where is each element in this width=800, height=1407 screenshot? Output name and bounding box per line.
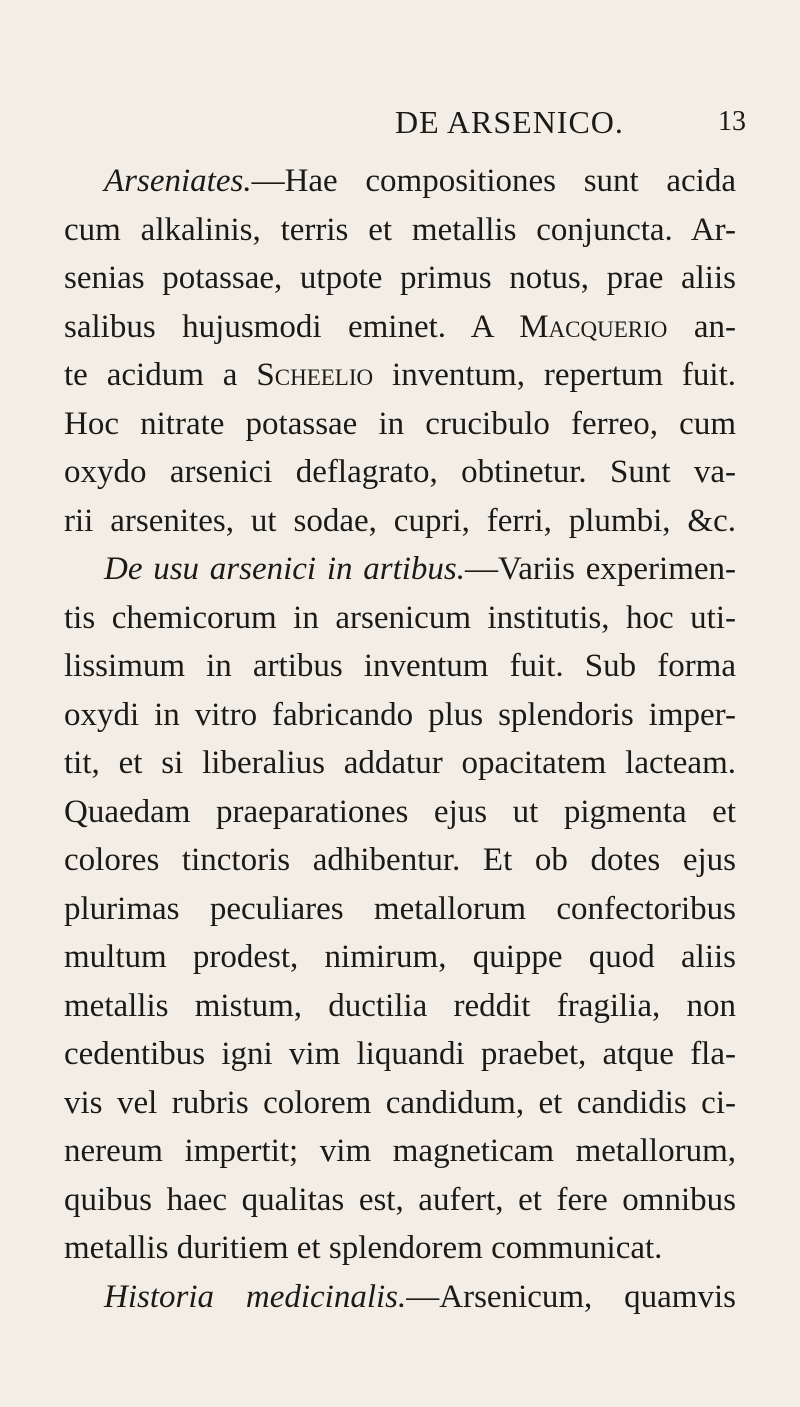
heading-dash: —	[251, 163, 285, 199]
text-line	[64, 157, 736, 206]
text-fragment: inventum, repertum fuit.	[373, 357, 737, 393]
text-line: lissimum in artibus inventum fuit. Sub forma	[64, 648, 736, 684]
running-title: DE ARSENICO.	[395, 104, 624, 140]
section-heading-historia: Historia medicinalis.	[104, 1278, 407, 1315]
text-line: metallis mistum, ductilia reddit fragilia, non	[64, 987, 736, 1024]
text-line: quibus haec qualitas est, aufert, et fere omnibus	[64, 1181, 736, 1218]
text-line: oxydi in vitro fabricando plus splendoris imper-	[64, 696, 736, 733]
text-line: colores tinctoris adhibentur. Et ob dotes ejus	[64, 842, 736, 878]
section-heading-de-usu: De usu arsenici in artibus.	[104, 551, 466, 587]
text-fragment: Hae compositiones sunt acida	[284, 163, 736, 199]
text-fragment: Variis experimen-	[498, 551, 736, 587]
page-number: 13	[718, 106, 746, 137]
text-line: rii arsenites, ut sodae, cupri, ferri, plumbi, &c.	[64, 502, 736, 539]
section-heading-arseniates: Arseniates.	[104, 163, 252, 199]
text-line: Hoc nitrate potassae in crucibulo ferreo, cum	[64, 405, 736, 442]
author-name: Scheelio	[256, 357, 374, 393]
text-line: cedentibus igni vim liquandi praebet, atque fla-	[64, 1036, 736, 1072]
text-line: metallis duritiem et splendorem communicat.	[64, 1230, 663, 1266]
text-line: Quaedam praeparationes ejus ut pigmenta et	[64, 793, 736, 830]
text-fragment: salibus hujusmodi eminet. A	[64, 308, 520, 345]
text-line	[64, 545, 736, 594]
text-line: plurimas peculiares metallorum confectoribus	[64, 890, 736, 927]
text-line: nereum impertit; vim magneticam metallorum,	[64, 1133, 736, 1169]
text-line	[64, 1273, 736, 1322]
running-head	[0, 104, 800, 144]
text-line: cum alkalinis, terris et metallis conjuncta. Ar-	[64, 211, 736, 248]
text-fragment: an-	[667, 308, 736, 345]
text-line	[64, 351, 736, 400]
text-line: multum prodest, nimirum, quippe quod aliis	[64, 939, 736, 975]
text-line	[64, 303, 736, 352]
heading-dash: —	[465, 551, 499, 587]
heading-dash: —	[406, 1278, 440, 1315]
text-line: tis chemicorum in arsenicum institutis, hoc uti-	[64, 599, 736, 636]
text-line: tit, et si liberalius addatur opacitatem lacteam.	[64, 745, 736, 781]
body-text	[64, 157, 736, 1321]
text-fragment: Arsenicum, quamvis	[439, 1278, 736, 1315]
author-name: Macquerio	[519, 308, 668, 345]
text-line: senias potassae, utpote primus notus, prae aliis	[64, 260, 736, 296]
text-line: vis vel rubris colorem candidum, et candidis ci-	[64, 1084, 736, 1121]
text-line: oxydo arsenici deflagrato, obtinetur. Sunt va-	[64, 454, 736, 490]
text-fragment: te acidum a	[64, 357, 257, 393]
